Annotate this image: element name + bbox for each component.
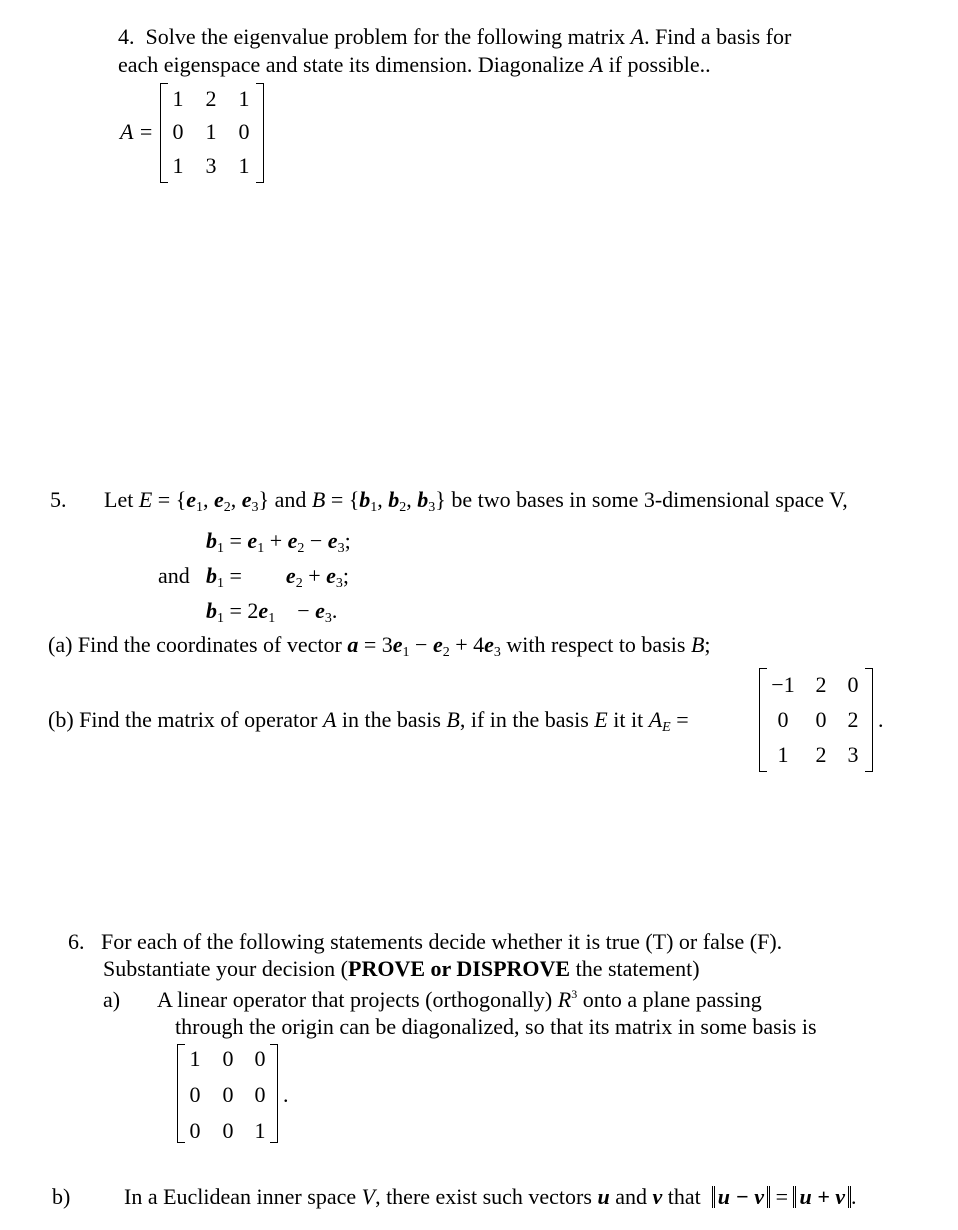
diagonal-matrix-period: .: [283, 1082, 289, 1107]
and-word: and: [615, 1184, 647, 1209]
matrix-cell: 0: [222, 1082, 234, 1107]
part-b-line: [48, 707, 689, 735]
matrix-cell: −1: [771, 672, 795, 697]
part-a-tail: with respect to basis: [506, 632, 686, 657]
problem-4-line-2: [118, 54, 711, 76]
r-symbol: R: [557, 987, 572, 1012]
basis-b-symbol: B: [446, 707, 460, 732]
matrix-cell: 0: [222, 1118, 234, 1143]
matrix-cell: 3: [847, 742, 859, 767]
problem-5-line-1: Let $E = \{e_1$, $e_2$, $e_3$} and $B = \{b_1$, $b_2$, $b_3$} be two bases in some 3-dimensional space V,: [104, 487, 848, 515]
problem-5-number: 5.: [50, 487, 67, 512]
basis-equation-2: $b_1$ = $e_2 + e_3$;: [206, 563, 349, 591]
matrix-cell: 1: [189, 1046, 201, 1071]
problem-4-text-2: each eigenspace and state its dimension. Diagonalize: [118, 52, 585, 77]
norm-u-minus-v: u − v: [712, 1186, 770, 1208]
basis-equation-3: $b_1 = 2e_1$ − $e_3$.: [206, 598, 338, 626]
diagonal-matrix: [177, 1044, 278, 1143]
equals-sign: =: [676, 707, 689, 732]
left-bracket: [759, 668, 767, 772]
item-a-line-1: [157, 989, 762, 1011]
part-b-mid2: , if in the basis: [459, 707, 589, 732]
problem-6-text-2a: Substantiate your decision (: [103, 956, 349, 981]
matrix-cell: 1: [205, 119, 217, 144]
problem-4-line-1: [118, 26, 791, 48]
item-a-text-1b: onto a plane passing: [582, 987, 762, 1012]
problem-6-line-1: [68, 931, 782, 953]
item-a-text-1a: A linear operator that projects (orthogonally): [157, 987, 553, 1012]
and-word: and: [274, 487, 307, 512]
matrix-symbol: A: [630, 24, 645, 49]
item-b-text-b: , there exist such vectors: [375, 1184, 592, 1209]
basis-e-symbol: E: [594, 707, 608, 732]
matrix-symbol: A: [589, 52, 604, 77]
problem-6-number: 6.: [68, 929, 85, 954]
matrix-cell: 2: [205, 86, 217, 111]
problem-5-tail: be two bases in some 3-dimensional space V,: [451, 487, 848, 512]
norm-u-plus-v: u + v: [793, 1186, 851, 1208]
that-word: that: [667, 1184, 701, 1209]
problem-6-text-1: For each of the following statements decide whether it is true (T) or false (F).: [101, 929, 783, 954]
item-a-line-2: through the origin can be diagonalized, so that its matrix in some basis is: [175, 1014, 817, 1039]
part-b-text: (b) Find the matrix of operator: [48, 707, 318, 732]
problem-4-text-1-end: . Find a basis for: [644, 24, 792, 49]
and-label: and: [158, 563, 190, 588]
matrix-ae: [759, 668, 873, 772]
item-b-text-a: In a Euclidean inner space: [124, 1184, 357, 1209]
matrix-a: [160, 83, 264, 183]
matrix-cell: 3: [205, 153, 217, 178]
matrix-ae-period: .: [878, 707, 884, 732]
matrix-cell: 0: [189, 1082, 201, 1107]
basis-b-symbol: B: [690, 632, 705, 657]
matrix-cell: 0: [172, 119, 184, 144]
matrix-cell: 0: [222, 1046, 234, 1071]
prove-disprove: PROVE or DISPROVE: [348, 956, 571, 981]
problem-4-number: 4.: [118, 24, 135, 49]
matrix-cell: 1: [172, 153, 184, 178]
operator-ae-symbol: A: [648, 707, 663, 732]
basis-equation-1: $b_1 = e_1 + e_2 - e_3$;: [206, 528, 351, 556]
vector-v: v: [652, 1184, 663, 1209]
part-a-text: (a) Find the coordinates of vector: [48, 632, 342, 657]
vector-u: u: [597, 1184, 610, 1209]
matrix-cell: 1: [254, 1118, 266, 1143]
let-word: Let: [104, 487, 134, 512]
matrix-cell: 1: [238, 153, 250, 178]
matrix-cell: 2: [815, 742, 827, 767]
part-b-tail: it it: [613, 707, 644, 732]
part-b-mid: in the basis: [341, 707, 441, 732]
problem-4-text-1: Solve the eigenvalue problem for the following matrix: [145, 24, 626, 49]
matrix-cell: 2: [815, 672, 827, 697]
r-superscript: 3: [571, 987, 578, 1001]
problem-6-text-2b: the statement): [570, 956, 700, 981]
operator-ae-subscript: E: [662, 720, 671, 735]
matrix-cell: 0: [254, 1082, 266, 1107]
problem-4-text-2-end: if possible..: [608, 52, 711, 77]
matrix-cell: 0: [815, 707, 827, 732]
matrix-cell: 0: [777, 707, 789, 732]
space-v-symbol: V: [361, 1184, 376, 1209]
matrix-cell: 1: [777, 742, 789, 767]
matrix-cell: 0: [189, 1118, 201, 1143]
operator-symbol: A: [322, 707, 337, 732]
norm-equals: =: [775, 1184, 788, 1209]
matrix-cell: 0: [254, 1046, 266, 1071]
matrix-cell: 1: [172, 86, 184, 111]
matrix-cell: 2: [847, 707, 859, 732]
problem-6-line-2: [103, 958, 700, 980]
matrix-cell: 1: [238, 86, 250, 111]
matrix-a-label: A =: [120, 119, 154, 144]
item-b-line: In a Euclidean inner space V, there exist such vectors u and v that u − v = u + v .: [124, 1184, 857, 1209]
part-a-line: (a) Find the coordinates of vector $a = 3e_1 - e_2 + 4e_3$ with respect to basis B;: [48, 632, 711, 660]
matrix-cell: 0: [238, 119, 250, 144]
matrix-cell: 0: [847, 672, 859, 697]
item-a-label: a): [103, 987, 121, 1012]
item-b-label: b): [52, 1184, 71, 1209]
